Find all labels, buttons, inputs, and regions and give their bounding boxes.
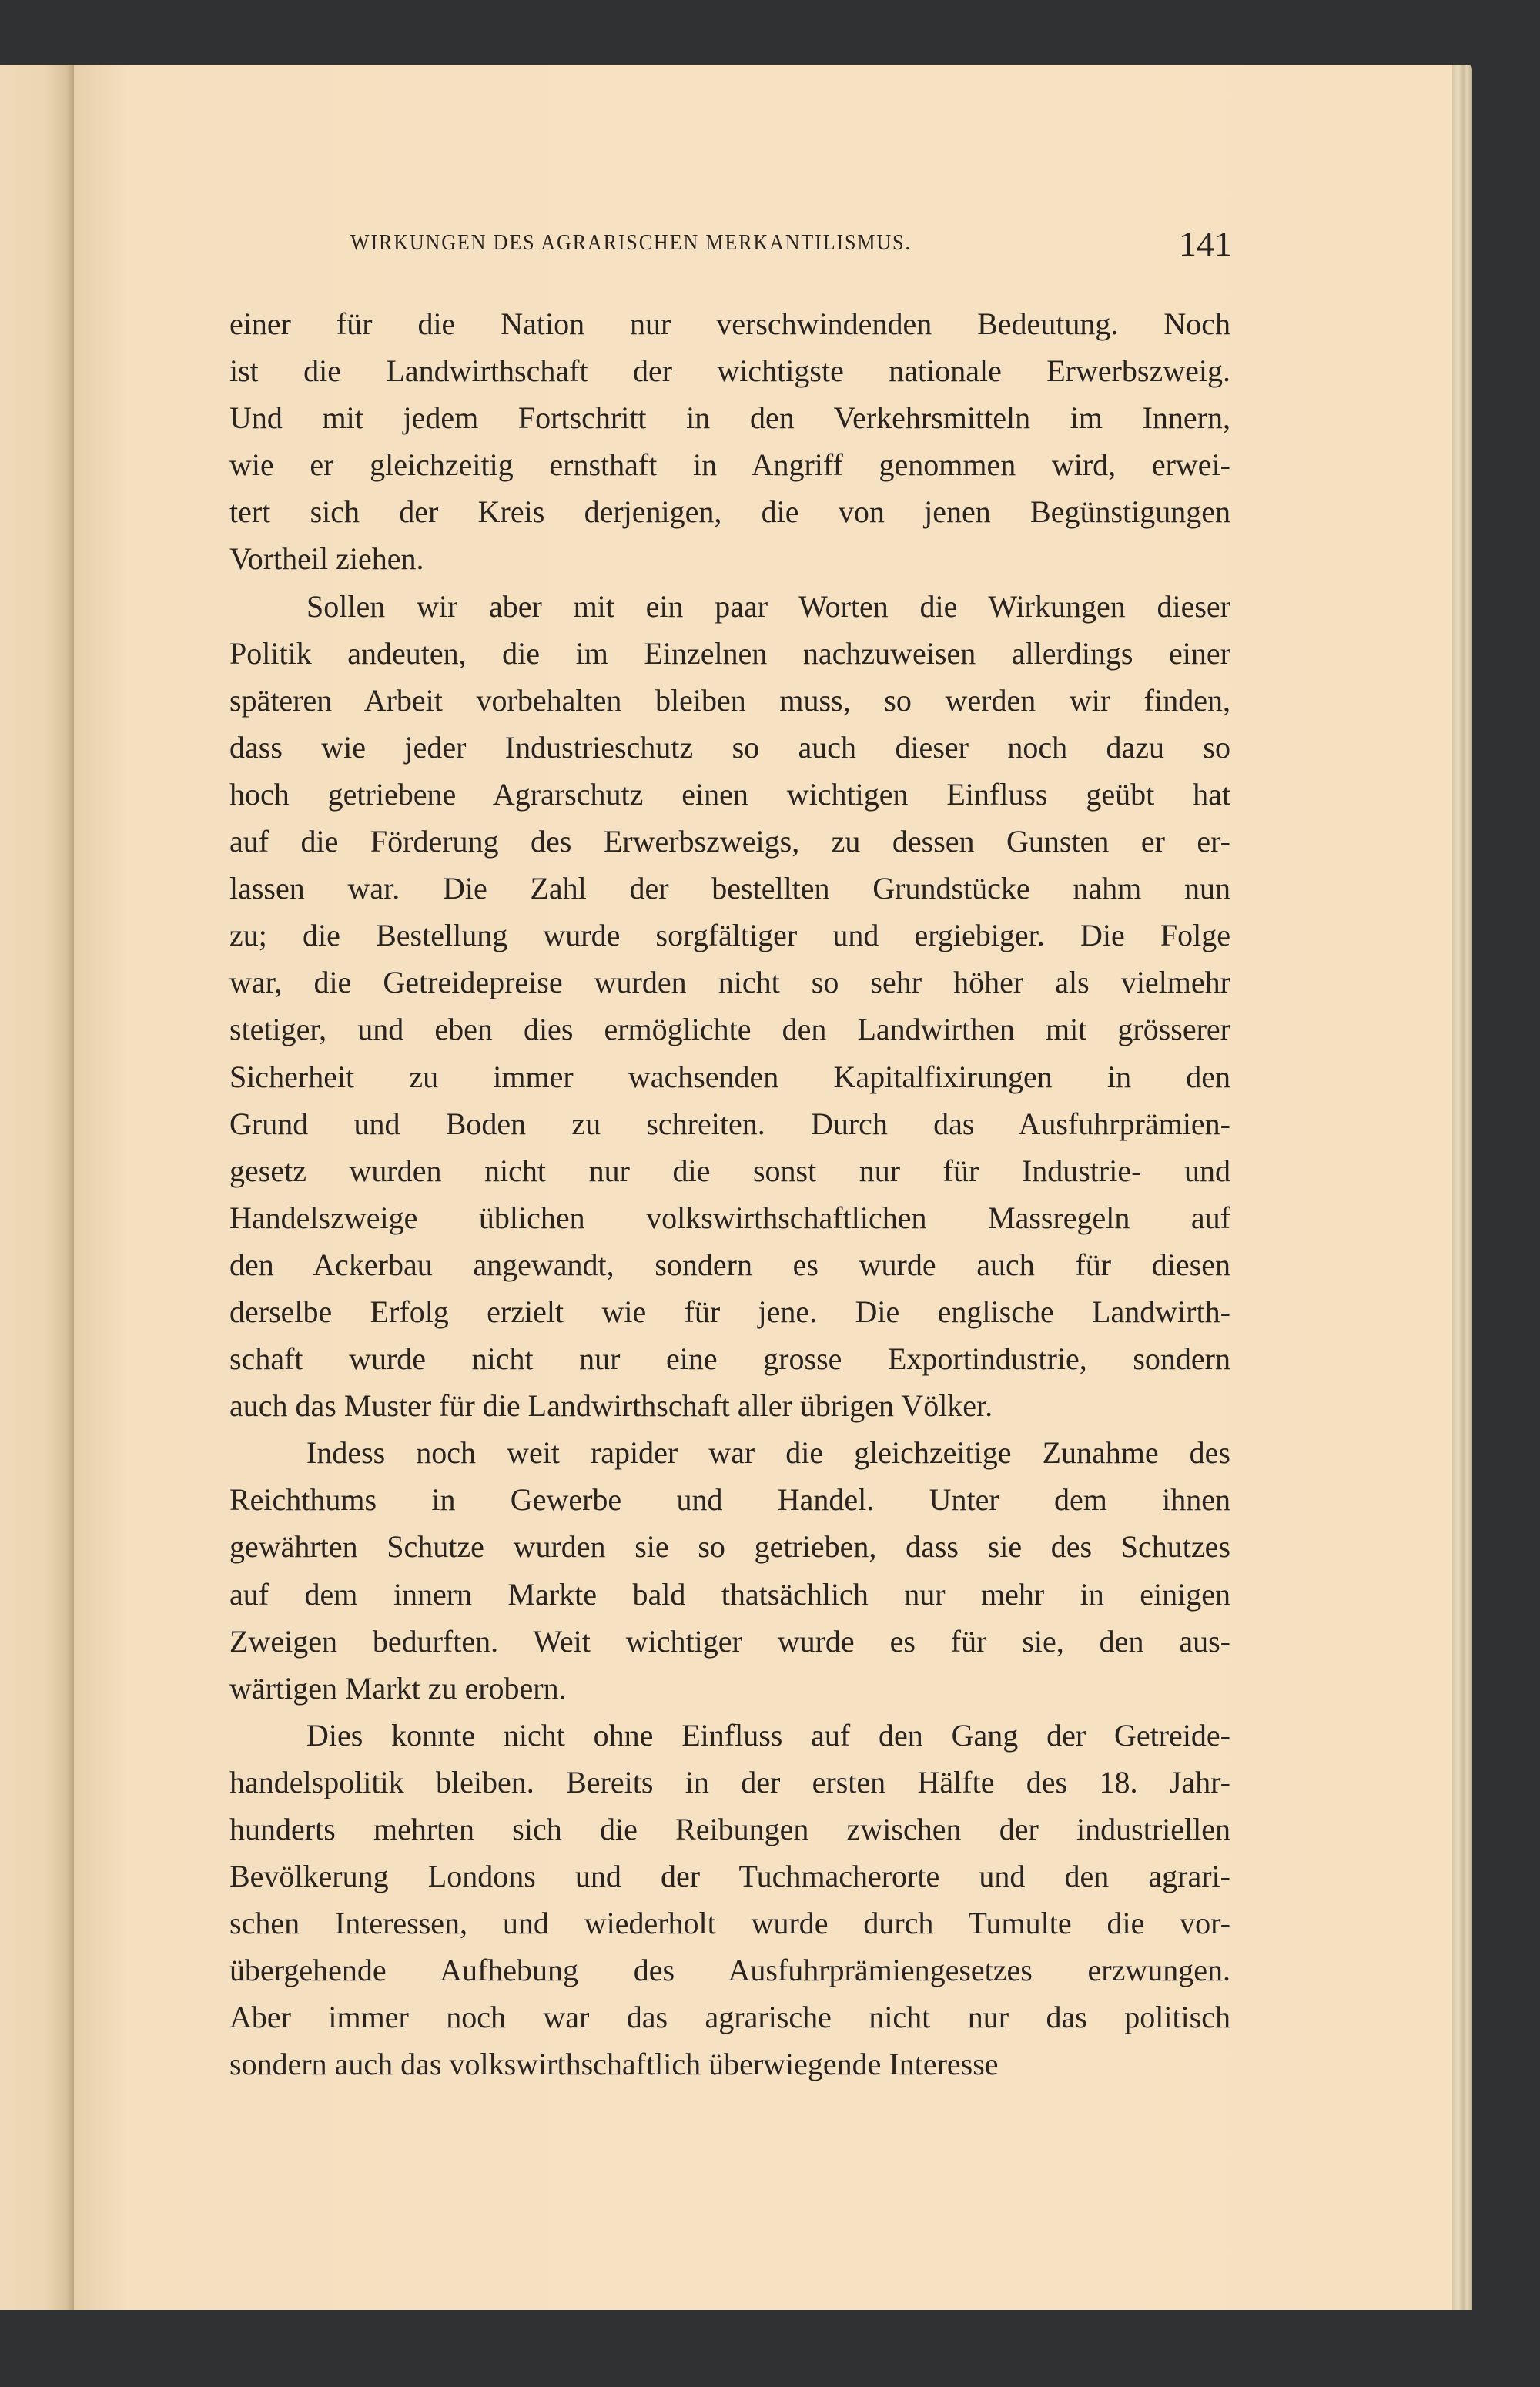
text-line: dass wie jeder Industrieschutz so auch dieser noch dazu so	[229, 729, 1230, 765]
text-line: Sicherheit zu immer wachsenden Kapitalfixirungen in den	[229, 1059, 1230, 1094]
text-line: Indess noch weit rapider war die gleichzeitige Zunahme des	[306, 1435, 1230, 1471]
text-line: war, die Getreidepreise wurden nicht so sehr höher als vielmehr	[229, 965, 1230, 1000]
text-line: derselbe Erfolg erzielt wie für jene. Die englische Landwirth-	[229, 1294, 1230, 1329]
facing-page-edge	[0, 65, 74, 2310]
running-head: WIRKUNGEN DES AGRARISCHEN MERKANTILISMUS.	[350, 231, 912, 255]
text-line: sondern auch das volkswirthschaftlich überwiegende Interesse	[229, 2047, 999, 2082]
page-stack-edge	[1452, 65, 1472, 2310]
text-line: Zweigen bedurften. Weit wichtiger wurde es für sie, den aus-	[229, 1623, 1230, 1659]
text-line: tert sich der Kreis derjenigen, die von jenen Begünstigungen	[229, 494, 1230, 530]
text-line: zu; die Bestellung wurde sorgfältiger und ergiebiger. Die Folge	[229, 918, 1230, 953]
text-line: ist die Landwirthschaft der wichtigste nationale Erwerbszweig.	[229, 353, 1230, 389]
text-line: stetiger, und eben dies ermöglichte den Landwirthen mit grösserer	[229, 1012, 1230, 1047]
text-line: Sollen wir aber mit ein paar Worten die Wirkungen dieser	[306, 588, 1230, 624]
text-line: übergehende Aufhebung des Ausfuhrprämiengesetzes erzwungen.	[229, 1953, 1230, 1988]
text-line: auf die Förderung des Erwerbszweigs, zu dessen Gunsten er er-	[229, 824, 1230, 859]
text-line: hoch getriebene Agrarschutz einen wichtigen Einfluss geübt hat	[229, 776, 1230, 812]
text-line: späteren Arbeit vorbehalten bleiben muss, so werden wir finden,	[229, 682, 1230, 718]
text-line: Aber immer noch war das agrarische nicht nur das politisch	[229, 2000, 1230, 2035]
text-line: Vortheil ziehen.	[229, 541, 424, 577]
text-line: einer für die Nation nur verschwindenden Bedeutung. Noch	[229, 306, 1230, 341]
text-line: auf dem innern Markte bald thatsächlich nur mehr in einigen	[229, 1576, 1230, 1612]
text-line: Bevölkerung Londons und der Tuchmacherorte und den agrari-	[229, 1859, 1230, 1894]
text-line: schen Interessen, und wiederholt wurde durch Tumulte die vor-	[229, 1906, 1230, 1941]
text-line: Dies konnte nicht ohne Einfluss auf den Gang der Getreide-	[306, 1717, 1230, 1753]
text-line: schaft wurde nicht nur eine grosse Exportindustrie, sondern	[229, 1341, 1230, 1377]
page-number: 141	[1179, 224, 1232, 263]
text-line: auch das Muster für die Landwirthschaft aller übrigen Völker.	[229, 1388, 993, 1424]
text-line: gesetz wurden nicht nur die sonst nur für Industrie- und	[229, 1153, 1230, 1188]
text-line: Handelszweige üblichen volkswirthschaftlichen Massregeln auf	[229, 1200, 1230, 1235]
text-line: Und mit jedem Fortschritt in den Verkehrsmitteln im Innern,	[229, 400, 1230, 436]
text-line: gewährten Schutze wurden sie so getrieben, dass sie des Schutzes	[229, 1529, 1230, 1565]
text-line: lassen war. Die Zahl der bestellten Grundstücke nahm nun	[229, 871, 1230, 906]
text-line: Politik andeuten, die im Einzelnen nachzuweisen allerdings einer	[229, 635, 1230, 671]
text-line: hunderts mehrten sich die Reibungen zwischen der industriellen	[229, 1812, 1230, 1846]
body-text	[229, 300, 1230, 2088]
text-line: wärtigen Markt zu erobern.	[229, 1670, 567, 1706]
text-line: Reichthums in Gewerbe und Handel. Unter dem ihnen	[229, 1482, 1230, 1518]
page-header	[350, 223, 1232, 262]
text-line: handelspolitik bleiben. Bereits in der ersten Hälfte des 18. Jahr-	[229, 1764, 1230, 1799]
text-line: Grund und Boden zu schreiten. Durch das Ausfuhrprämien-	[229, 1106, 1230, 1141]
text-line: wie er gleichzeitig ernsthaft in Angriff genommen wird, erwei-	[229, 447, 1230, 483]
text-line: den Ackerbau angewandt, sondern es wurde auch für diesen	[229, 1247, 1230, 1282]
